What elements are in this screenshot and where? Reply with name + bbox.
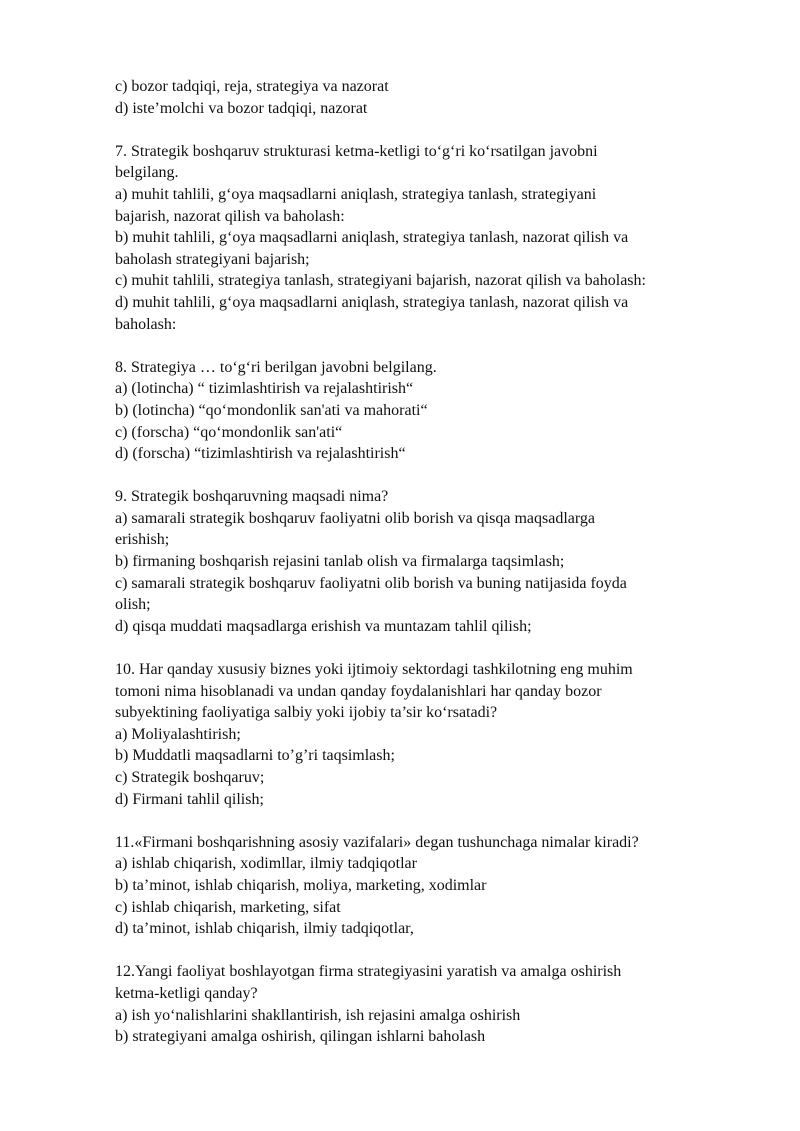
q8-text: 8. Strategiya … to‘g‘ri berilgan javobni belgilang. — [115, 358, 437, 376]
document-body — [115, 76, 745, 1048]
q7-option-a-line1: a) muhit tahlili, g‘oya maqsadlarni aniqlash, strategiya tanlash, strategiyani — [115, 185, 597, 203]
q11-option-d: d) ta’minot, ishlab chiqarish, ilmiy tadqiqotlar, — [115, 920, 414, 938]
q10-option-d: d) Firmani tahlil qilish; — [115, 790, 264, 808]
q9-text: 9. Strategik boshqaruvning maqsadi nima? — [115, 488, 389, 506]
paragraph-gap — [115, 465, 745, 487]
q7-text-line2: belgilang. — [115, 164, 179, 182]
q9-option-a-line2: erishish; — [115, 531, 170, 549]
q10-text-line1: 10. Har qanday xususiy biznes yoki ijtimoiy sektordagi tashkilotning eng muhim — [115, 661, 633, 679]
q9-option-c-line2: olish; — [115, 596, 151, 614]
q11-option-c: c) ishlab chiqarish, marketing, sifat — [115, 898, 341, 916]
q7-option-b-line2: baholash strategiyani bajarish; — [115, 250, 310, 268]
q9-option-a-line1: a) samarali strategik boshqaruv faoliyatni olib borish va qisqa maqsadlarga — [115, 509, 596, 527]
q10-text-line2: tomoni nima hisoblanadi va undan qanday foydalanishlari har qanday bozor — [115, 682, 602, 700]
paragraph-gap — [115, 810, 745, 832]
q9-option-b: b) firmaning boshqarish rejasini tanlab olish va firmalarga taqsimlash; — [115, 553, 565, 571]
paragraph-gap — [115, 119, 745, 141]
paragraph-gap — [115, 940, 745, 962]
question-9 — [115, 486, 745, 637]
q7-text-line1: 7. Strategik boshqaruv strukturasi ketma-ketligi to‘g‘ri ko‘rsatilgan javobni — [115, 142, 598, 160]
q12-text-line1: 12.Yangi faoliyat boshlayotgan firma strategiyasini yaratish va amalga oshirish — [115, 963, 622, 981]
q7-option-a-line2: bajarish, nazorat qilish va baholash: — [115, 207, 345, 225]
q10-option-a: a) Moliyalashtirish; — [115, 725, 241, 743]
q8-option-d: d) (forscha) “tizimlashtirish va rejalashtirish“ — [115, 445, 406, 463]
question-8 — [115, 357, 745, 465]
q11-text: 11.«Firmani boshqarishning asosiy vazifalari» degan tushunchaga nimalar kiradi? — [115, 833, 639, 851]
q7-option-d-line2: baholash: — [115, 315, 177, 333]
paragraph-gap — [115, 335, 745, 357]
q8-option-b: b) (lotincha) “qo‘mondonlik san'ati va mahorati“ — [115, 401, 428, 419]
question-11 — [115, 832, 745, 940]
q6-option-d: d) iste’molchi va bozor tadqiqi, nazorat — [115, 99, 368, 117]
q11-option-a: a) ishlab chiqarish, xodimllar, ilmiy tadqiqotlar — [115, 855, 417, 873]
q12-text-line2: ketma-ketligi qanday? — [115, 984, 258, 1002]
q12-option-b: b) strategiyani amalga oshirish, qilingan ishlarni baholash — [115, 1028, 486, 1046]
q6-option-c: c) bozor tadqiqi, reja, strategiya va nazorat — [115, 78, 389, 95]
paragraph-gap — [115, 637, 745, 659]
q7-option-d-line1: d) muhit tahlili, g‘oya maqsadlarni aniqlash, strategiya tanlash, nazorat qilish va — [115, 293, 629, 311]
q7-option-c-line1: c) muhit tahlili, strategiya tanlash, strategiyani bajarish, nazorat qilish va baholash: — [115, 272, 646, 290]
q11-option-b: b) ta’minot, ishlab chiqarish, moliya, marketing, xodimlar — [115, 876, 487, 894]
q9-option-d: d) qisqa muddati maqsadlarga erishish va muntazam tahlil qilish; — [115, 617, 532, 635]
q10-option-b: b) Muddatli maqsadlarni to’g’ri taqsimlash; — [115, 747, 395, 765]
q10-option-c: c) Strategik boshqaruv; — [115, 769, 265, 786]
q10-text-line3: subyektining faoliyatiga salbiy yoki ijobiy ta’sir ko‘rsatadi? — [115, 704, 498, 722]
question-10 — [115, 659, 745, 810]
q9-option-c-line1: c) samarali strategik boshqaruv faoliyatni olib borish va buning natijasida foyda — [115, 574, 627, 592]
question-12 — [115, 961, 745, 1047]
question-6-tail — [115, 76, 745, 119]
q8-option-c: c) (forscha) “qo‘mondonlik san'ati“ — [115, 423, 343, 441]
question-7 — [115, 141, 745, 335]
q8-option-a: a) (lotincha) “ tizimlashtirish va rejalashtirish“ — [115, 380, 414, 398]
q12-option-a: a) ish yo‘nalishlarini shakllantirish, ish rejasini amalga oshirish — [115, 1006, 521, 1024]
q7-option-b-line1: b) muhit tahlili, g‘oya maqsadlarni aniqlash, strategiya tanlash, nazorat qilish va — [115, 229, 629, 247]
